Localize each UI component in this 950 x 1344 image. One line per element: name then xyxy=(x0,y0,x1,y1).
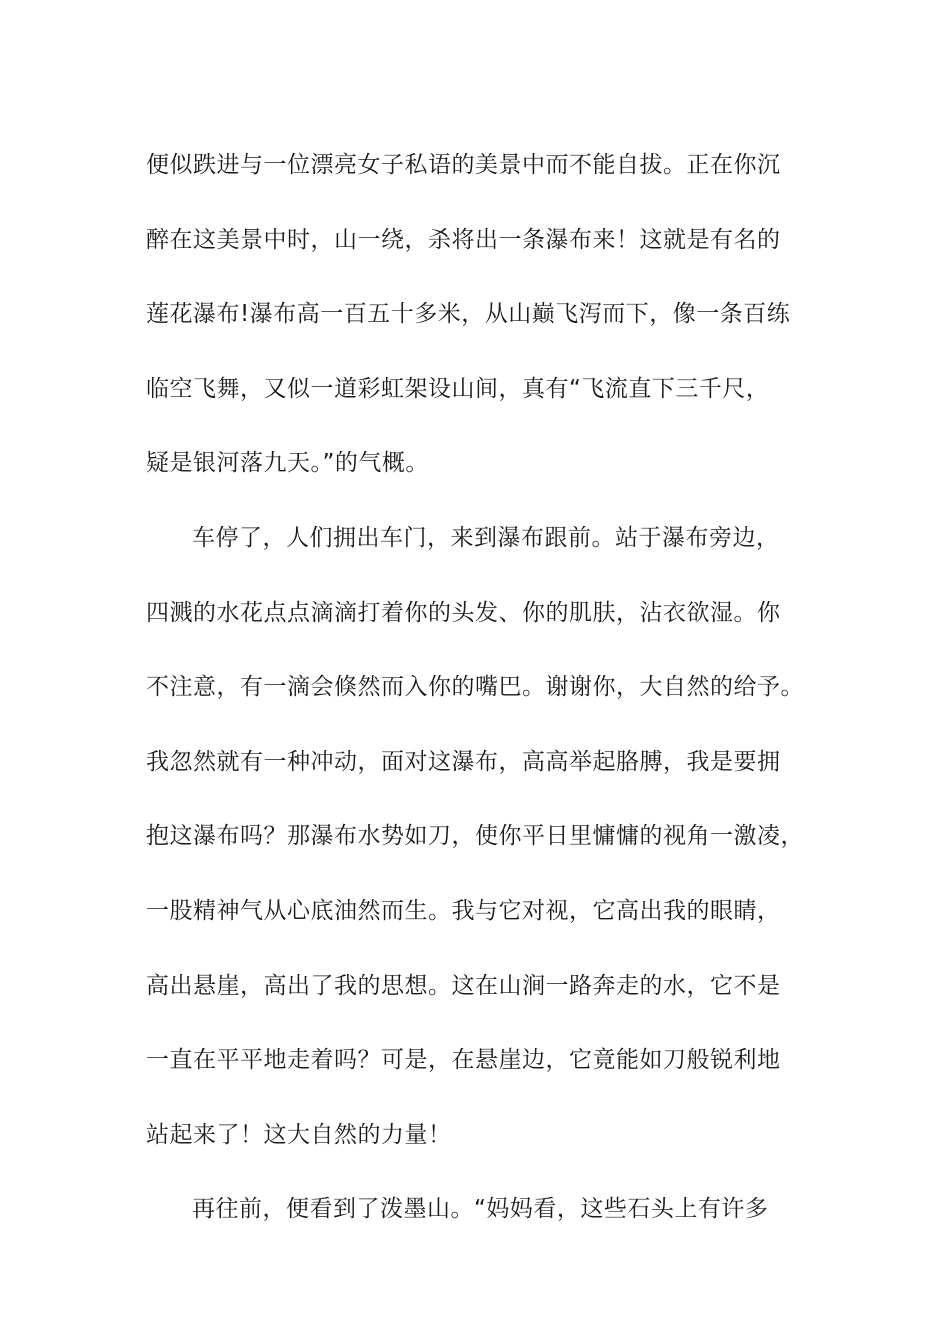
paragraph-start-line: 再往前，便看到了泼墨山。“妈妈看，这些石头上有许多 xyxy=(192,1196,769,1223)
text-line: 便似跌进与一位漂亮女子私语的美景中而不能自拔。正在你沉 xyxy=(146,152,781,178)
text-line: 高出悬崖，高出了我的思想。这在山涧一路奔走的水，它不是 xyxy=(146,972,781,999)
body-text xyxy=(146,128,816,1247)
text-line: 疑是银河落九天。”的气概。 xyxy=(146,450,429,477)
text-line: 抱这瀑布吗？那瀑布水势如刀，使你平日里慵慵的视角一激凌， xyxy=(146,823,804,850)
paragraph-start-line: 车停了，人们拥出车门，来到瀑布跟前。站于瀑布旁边， xyxy=(192,524,780,551)
text-line: 不注意，有一滴会倏然而入你的嘴巴。谢谢你，大自然的给予。 xyxy=(146,674,804,701)
text-line: 莲花瀑布!瀑布高一百五十多米，从山巅飞泻而下，像一条百练 xyxy=(146,301,791,328)
text-line: 我忽然就有一种冲动，面对这瀑布，高高举起胳膊，我是要拥 xyxy=(146,748,781,775)
text-line: 一股精神气从心底油然而生。我与它对视，它高出我的眼睛， xyxy=(146,897,781,924)
text-line: 醉在这美景中时，山一绕，杀将出一条瀑布来！这就是有名的 xyxy=(146,226,781,253)
text-line: 站起来了！这大自然的力量！ xyxy=(146,1121,452,1148)
text-line: 四溅的水花点点滴滴打着你的头发、你的肌肤，沾衣欲湿。你 xyxy=(146,599,781,626)
text-line: 一直在平平地走着吗？可是，在悬崖边，它竟能如刀般锐利地 xyxy=(146,1047,781,1074)
text-line: 临空飞舞，又似一道彩虹架设山间，真有“飞流直下三千尺， xyxy=(146,375,770,402)
